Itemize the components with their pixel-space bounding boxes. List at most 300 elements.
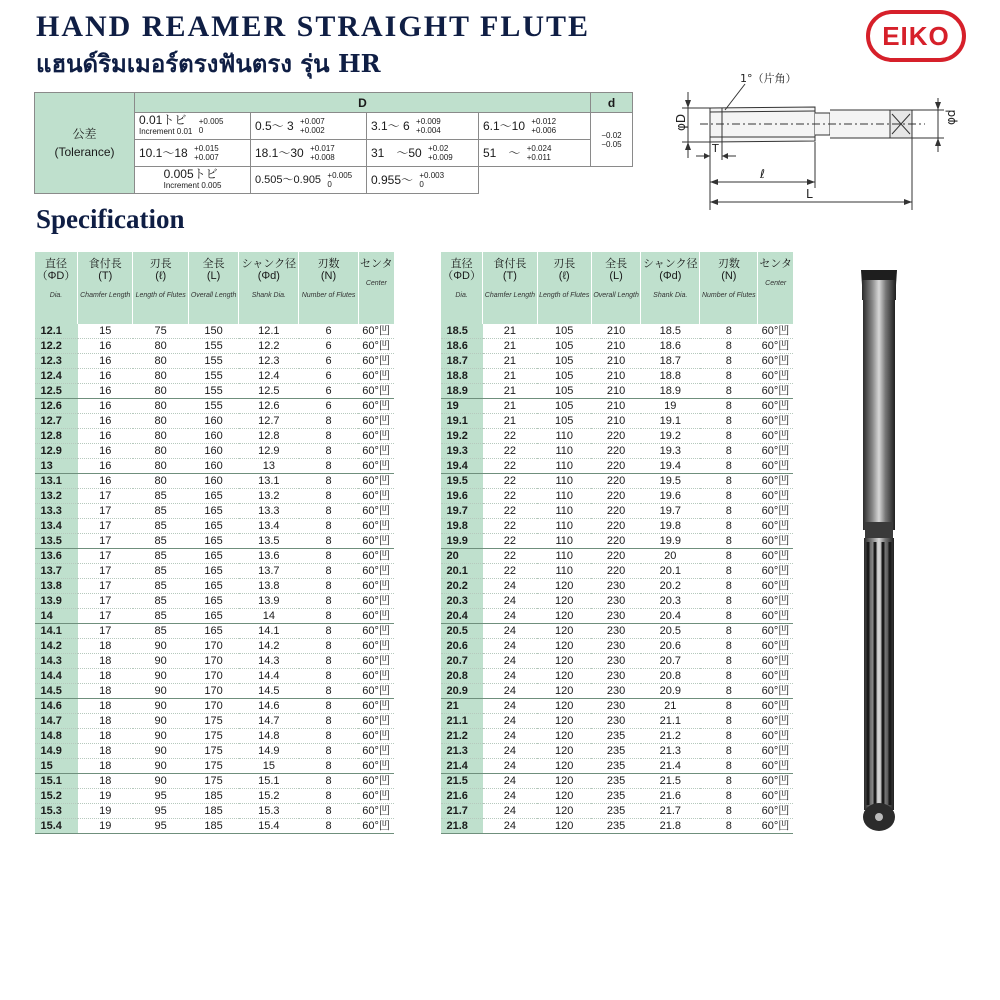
column-header-en: Center [365, 280, 387, 287]
table-cell: 19.9 [441, 534, 483, 549]
tol-upper: +0.012 [531, 117, 557, 127]
table-cell: 60°凹 [758, 429, 793, 444]
table-cell: 17 [78, 534, 133, 549]
table-cell: 20.7 [441, 654, 483, 669]
table-cell: 60°凹 [758, 624, 793, 639]
column-header [441, 252, 483, 324]
column-header [239, 252, 299, 324]
table-cell: 21 [483, 339, 537, 354]
table-cell: 85 [133, 534, 188, 549]
table-cell: 18 [78, 714, 133, 729]
table-cell: 60°凹 [358, 594, 394, 609]
table-cell: 80 [133, 414, 188, 429]
table-cell: 235 [591, 774, 640, 789]
inc2-main: 0.005トビ [163, 167, 218, 181]
table-cell: 8 [700, 504, 758, 519]
table-row [35, 609, 395, 624]
column-header-jp: 刃数 [717, 258, 740, 270]
table-cell: 18 [78, 684, 133, 699]
table-cell: 8 [299, 564, 358, 579]
header-d: D [135, 93, 591, 113]
table-row [35, 489, 395, 504]
table-cell: 13.8 [239, 579, 299, 594]
table-cell: 20.7 [641, 654, 700, 669]
table-cell: 12.6 [239, 399, 299, 414]
table-row [441, 489, 794, 504]
column-header-jp: 全長 [202, 258, 225, 270]
table-cell: 20 [641, 549, 700, 564]
table-cell: 24 [483, 744, 537, 759]
table-cell: 120 [537, 639, 591, 654]
table-cell: 60°凹 [758, 714, 793, 729]
table-cell: 14.7 [35, 714, 78, 729]
column-header-en: Number of Flutes [701, 292, 756, 299]
table-cell: 175 [188, 744, 238, 759]
table-row [441, 624, 794, 639]
table-cell: 60°凹 [358, 339, 394, 354]
table-cell: 8 [299, 639, 358, 654]
table-row [35, 474, 395, 489]
table-cell: 8 [700, 369, 758, 384]
table-row [35, 804, 395, 819]
table-cell: 230 [591, 669, 640, 684]
table-cell: 120 [537, 759, 591, 774]
table-cell: 19.5 [641, 474, 700, 489]
table-cell: 24 [483, 669, 537, 684]
table-cell: 20.6 [441, 639, 483, 654]
table-cell: 19.1 [641, 414, 700, 429]
table-cell: 14.8 [35, 729, 78, 744]
table-cell: 105 [537, 399, 591, 414]
table-cell: 155 [188, 384, 238, 399]
d-tol-cell [591, 113, 633, 167]
table-cell: 19.3 [441, 444, 483, 459]
table-cell: 105 [537, 339, 591, 354]
table-row [35, 354, 395, 369]
table-cell: 60°凹 [358, 489, 394, 504]
tol-lower: +0.011 [526, 153, 551, 163]
table-cell: 230 [591, 684, 640, 699]
table-cell: 60°凹 [758, 444, 793, 459]
table-cell: 18 [78, 729, 133, 744]
column-header [483, 252, 537, 324]
tol-range: 18.1〜30 [255, 145, 304, 160]
table-cell: 17 [78, 564, 133, 579]
table-cell: 21.3 [641, 744, 700, 759]
table-cell: 19.9 [641, 534, 700, 549]
table-cell: 210 [591, 369, 640, 384]
table-cell: 18.8 [641, 369, 700, 384]
table-cell: 8 [299, 489, 358, 504]
table-cell: 12.2 [239, 339, 299, 354]
table-cell: 13.9 [239, 594, 299, 609]
table-row [441, 399, 794, 414]
table-cell: 20.9 [441, 684, 483, 699]
table-cell: 165 [188, 609, 238, 624]
table-cell: 17 [78, 504, 133, 519]
table-cell: 19 [78, 819, 133, 834]
table-cell: 8 [299, 714, 358, 729]
table-row [441, 564, 794, 579]
table-cell: 14.4 [35, 669, 78, 684]
tol-range: 0.5〜 3 [255, 118, 294, 133]
table-cell: 19.4 [441, 459, 483, 474]
table-cell: 24 [483, 759, 537, 774]
table-cell: 13.6 [35, 549, 78, 564]
table-cell: 120 [537, 699, 591, 714]
column-header [133, 252, 188, 324]
table-row [441, 639, 794, 654]
table-cell: 17 [78, 609, 133, 624]
table-cell: 8 [700, 444, 758, 459]
table-cell: 8 [299, 549, 358, 564]
column-header-en: Shank Dia. [251, 292, 286, 299]
table-cell: 175 [188, 774, 238, 789]
table-cell: 60°凹 [758, 699, 793, 714]
T-label: T [712, 142, 719, 155]
table-cell: 8 [700, 534, 758, 549]
table-cell: 24 [483, 774, 537, 789]
table-cell: 80 [133, 429, 188, 444]
table-cell: 60°凹 [358, 804, 394, 819]
table-row [35, 759, 395, 774]
table-cell: 22 [483, 534, 537, 549]
table-cell: 21.2 [641, 729, 700, 744]
table-cell: 24 [483, 654, 537, 669]
table-cell: 90 [133, 639, 188, 654]
table-cell: 60°凹 [758, 564, 793, 579]
table-cell: 110 [537, 429, 591, 444]
table-cell: 18.6 [641, 339, 700, 354]
table-row [441, 654, 794, 669]
table-cell: 60°凹 [758, 534, 793, 549]
table-cell: 90 [133, 729, 188, 744]
tol-lower: +0.004 [416, 126, 441, 136]
table-cell: 18.8 [441, 369, 483, 384]
table-cell: 60°凹 [358, 714, 394, 729]
tol-cell [251, 113, 367, 140]
table-cell: 20.1 [641, 564, 700, 579]
table-cell: 19.8 [441, 519, 483, 534]
table-row [441, 669, 794, 684]
table-cell: 15.2 [35, 789, 78, 804]
column-header-jp2: （ΦD） [442, 270, 481, 282]
table-cell: 60°凹 [758, 669, 793, 684]
brand-logo [866, 10, 966, 62]
table-cell: 16 [78, 414, 133, 429]
column-header [358, 252, 394, 324]
tol-lower: +0.008 [310, 153, 335, 163]
column-header-jp2: (N) [320, 270, 337, 282]
table-row [441, 714, 794, 729]
table-cell: 235 [591, 759, 640, 774]
table-cell: 14.7 [239, 714, 299, 729]
table-cell: 120 [537, 669, 591, 684]
table-cell: 13.9 [35, 594, 78, 609]
spec-header-row [35, 252, 395, 324]
table-cell: 60°凹 [758, 384, 793, 399]
table-row [441, 729, 794, 744]
table-cell: 85 [133, 519, 188, 534]
table-cell: 17 [78, 489, 133, 504]
spec-title: Specification [36, 204, 185, 234]
table-cell: 165 [188, 519, 238, 534]
table-cell: 12.4 [239, 369, 299, 384]
table-cell: 90 [133, 654, 188, 669]
table-row [441, 534, 794, 549]
table-cell: 19.6 [441, 489, 483, 504]
table-cell: 60°凹 [358, 609, 394, 624]
column-header-en: Dia. [455, 292, 468, 299]
table-cell: 24 [483, 579, 537, 594]
column-header-jp: 刃長 [149, 258, 172, 270]
table-cell: 110 [537, 534, 591, 549]
page-title: HAND REAMER STRAIGHT FLUTE [36, 10, 591, 43]
table-cell: 60°凹 [758, 759, 793, 774]
table-cell: 16 [78, 339, 133, 354]
table-cell: 8 [700, 459, 758, 474]
table-cell: 13.4 [239, 519, 299, 534]
table-cell: 8 [299, 414, 358, 429]
table-cell: 120 [537, 729, 591, 744]
phid-label: φd [944, 109, 958, 125]
table-cell: 165 [188, 579, 238, 594]
column-header-jp2: (L) [609, 270, 623, 282]
table-row [441, 474, 794, 489]
table-cell: 8 [700, 354, 758, 369]
table-cell: 235 [591, 789, 640, 804]
column-header [591, 252, 640, 324]
column-header [188, 252, 238, 324]
table-cell: 8 [700, 579, 758, 594]
table-cell: 8 [299, 789, 358, 804]
column-header-en: Chamfer Length [484, 292, 535, 299]
table-cell: 18.6 [441, 339, 483, 354]
table-cell: 220 [591, 534, 640, 549]
column-header [35, 252, 78, 324]
table-cell: 12.8 [239, 429, 299, 444]
table-cell: 75 [133, 324, 188, 339]
table-row [441, 444, 794, 459]
table-cell: 17 [78, 519, 133, 534]
table-cell: 60°凹 [358, 774, 394, 789]
table-cell: 8 [700, 489, 758, 504]
table-cell: 21 [483, 414, 537, 429]
reamer-product-image [845, 260, 915, 850]
column-header [78, 252, 133, 324]
table-cell: 13.6 [239, 549, 299, 564]
table-cell: 60°凹 [358, 474, 394, 489]
table-cell: 60°凹 [358, 669, 394, 684]
column-header-jp2: (Φd) [257, 270, 280, 282]
table-row [441, 759, 794, 774]
table-cell: 235 [591, 729, 640, 744]
table-cell: 21 [483, 354, 537, 369]
table-cell: 13.7 [239, 564, 299, 579]
table-cell: 60°凹 [358, 399, 394, 414]
table-cell: 13.5 [239, 534, 299, 549]
table-cell: 90 [133, 774, 188, 789]
table-cell: 60°凹 [758, 369, 793, 384]
table-cell: 13.1 [35, 474, 78, 489]
table-row [35, 624, 395, 639]
table-cell: 19.4 [641, 459, 700, 474]
table-cell: 22 [483, 564, 537, 579]
table-cell: 20.9 [641, 684, 700, 699]
table-cell: 8 [700, 564, 758, 579]
table-row [35, 519, 395, 534]
table-row [35, 654, 395, 669]
table-cell: 21.1 [641, 714, 700, 729]
table-cell: 8 [299, 804, 358, 819]
column-header-en: Number of Flutes [301, 292, 356, 299]
column-header-jp: 直径 [450, 258, 473, 270]
table-cell: 160 [188, 444, 238, 459]
table-cell: 19 [78, 789, 133, 804]
column-header-en: Chamfer Length [80, 292, 131, 299]
table-cell: 21.5 [441, 774, 483, 789]
table-row [441, 339, 794, 354]
table-cell: 110 [537, 444, 591, 459]
table-cell: 60°凹 [358, 519, 394, 534]
table-cell: 230 [591, 579, 640, 594]
table-row [35, 714, 395, 729]
table-cell: 21 [483, 384, 537, 399]
table-cell: 8 [299, 534, 358, 549]
table-cell: 60°凹 [758, 504, 793, 519]
table-cell: 120 [537, 579, 591, 594]
table-cell: 170 [188, 654, 238, 669]
table-cell: 8 [700, 729, 758, 744]
table-row [441, 324, 794, 339]
table-cell: 60°凹 [358, 549, 394, 564]
column-header-jp: 刃長 [553, 258, 576, 270]
table-cell: 60°凹 [358, 579, 394, 594]
tol-range: 6.1〜10 [483, 118, 526, 133]
table-cell: 12.5 [35, 384, 78, 399]
table-row [441, 519, 794, 534]
table-cell: 230 [591, 714, 640, 729]
column-header-en: Overall Length [190, 292, 237, 299]
table-cell: 20.6 [641, 639, 700, 654]
table-cell: 12.9 [239, 444, 299, 459]
table-cell: 19.2 [441, 429, 483, 444]
column-header-jp2: (L) [206, 270, 221, 282]
table-cell: 185 [188, 819, 238, 834]
tol-upper: +0.017 [310, 144, 335, 154]
tol-cell [479, 113, 591, 140]
table-row [441, 789, 794, 804]
tol-upper: +0.003 [419, 171, 445, 181]
table-cell: 21.6 [441, 789, 483, 804]
tol-range: 10.1〜18 [139, 145, 188, 160]
table-cell: 21.4 [641, 759, 700, 774]
table-cell: 8 [299, 594, 358, 609]
table-row [35, 549, 395, 564]
table-row [35, 789, 395, 804]
table-cell: 160 [188, 474, 238, 489]
inc1-main: 0.01トビ [139, 113, 187, 127]
table-cell: 8 [299, 459, 358, 474]
tol-cell [135, 140, 251, 167]
table-cell: 60°凹 [358, 729, 394, 744]
column-header-en: Dia. [49, 292, 63, 299]
table-cell: 14.8 [239, 729, 299, 744]
table-cell: 60°凹 [758, 459, 793, 474]
column-header-jp2: (N) [721, 270, 737, 282]
table-cell: 18.5 [441, 324, 483, 339]
table-row [35, 534, 395, 549]
table-cell: 24 [483, 684, 537, 699]
table-cell: 8 [299, 519, 358, 534]
table-row [441, 699, 794, 714]
table-cell: 60°凹 [758, 474, 793, 489]
table-cell: 22 [483, 459, 537, 474]
table-cell: 15 [239, 759, 299, 774]
table-cell: 90 [133, 759, 188, 774]
spec-header-row [441, 252, 794, 324]
table-cell: 8 [700, 429, 758, 444]
column-header-jp2: (T) [98, 270, 113, 282]
table-cell: 8 [700, 684, 758, 699]
table-cell: 155 [188, 399, 238, 414]
table-row [441, 594, 794, 609]
table-cell: 17 [78, 624, 133, 639]
table-cell: 22 [483, 504, 537, 519]
table-cell: 155 [188, 354, 238, 369]
table-cell: 95 [133, 804, 188, 819]
table-cell: 120 [537, 819, 591, 834]
table-cell: 18 [78, 639, 133, 654]
table-cell: 20.2 [441, 579, 483, 594]
table-cell: 19.5 [441, 474, 483, 489]
table-cell: 110 [537, 504, 591, 519]
table-cell: 60°凹 [358, 414, 394, 429]
table-cell: 8 [700, 324, 758, 339]
table-cell: 21.8 [641, 819, 700, 834]
table-cell: 80 [133, 339, 188, 354]
logo-text: EIKO [882, 20, 950, 51]
table-cell: 12.1 [35, 324, 78, 339]
spec-table-left [34, 252, 394, 834]
table-cell: 110 [537, 474, 591, 489]
table-cell: 8 [700, 519, 758, 534]
table-cell: 21.3 [441, 744, 483, 759]
tolerance-label-en: (Tolerance) [54, 145, 115, 159]
table-cell: 110 [537, 549, 591, 564]
table-cell: 185 [188, 789, 238, 804]
tol-cell [367, 167, 479, 194]
column-header-jp2: (ℓ) [155, 270, 167, 282]
table-cell: 60°凹 [758, 519, 793, 534]
table-cell: 15 [35, 759, 78, 774]
table-cell: 19 [78, 804, 133, 819]
table-cell: 21.2 [441, 729, 483, 744]
table-row [35, 774, 395, 789]
table-cell: 21.1 [441, 714, 483, 729]
tol-range: 0.505〜0.905 [255, 174, 322, 187]
table-cell: 85 [133, 549, 188, 564]
table-cell: 165 [188, 549, 238, 564]
column-header [641, 252, 700, 324]
table-cell: 185 [188, 804, 238, 819]
tol-lower: +0.009 [428, 153, 453, 163]
table-cell: 6 [299, 384, 358, 399]
table-cell: 220 [591, 459, 640, 474]
table-cell: 60°凹 [358, 354, 394, 369]
table-cell: 8 [700, 399, 758, 414]
table-row [35, 504, 395, 519]
